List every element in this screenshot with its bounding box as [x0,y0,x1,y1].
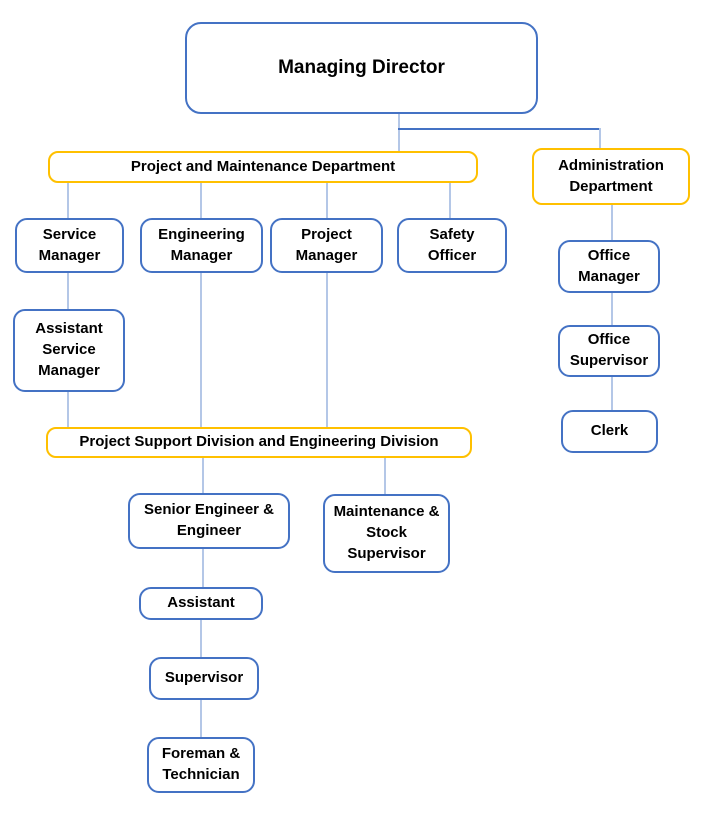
connector-pmd-to-engineering-manager [200,183,202,218]
node-managing-director-label: Managing Director [278,56,445,78]
connector-md-to-project-maintenance [398,113,400,152]
node-foreman-technician [147,737,255,793]
node-project-manager [270,218,383,273]
connector-branch-to-administration [599,128,601,149]
node-senior-engineer-engineer-label: Senior Engineer & Engineer [143,501,275,539]
node-project-maintenance-department-label: Project and Maintenance Department [130,157,396,175]
node-project-support-division [46,427,472,458]
node-assistant-service-manager-label: Assistant Service Manager [35,320,103,379]
node-service-manager [15,218,124,273]
node-office-supervisor-label: Office Supervisor [569,331,649,369]
connector-office-supervisor-to-clerk [611,377,613,410]
connector-project-to-psd [326,273,328,427]
connector-pmd-to-project-manager [326,183,328,218]
node-office-supervisor [558,325,660,377]
node-office-manager [558,240,660,293]
node-foreman-technician-label: Foreman & Technician [161,745,241,783]
node-supervisor-label: Supervisor [164,669,244,687]
node-senior-engineer-engineer [128,493,290,549]
node-office-manager-label: Office Manager [578,246,640,285]
node-project-manager-label: Project Manager [295,225,358,264]
node-service-manager-label: Service Manager [38,225,101,264]
connector-md-branch-horizontal [398,128,601,130]
connector-office-manager-to-office-supervisor [611,293,613,325]
connector-psd-to-maintenance-stock [384,458,386,494]
connector-assistant-service-to-psd [67,392,69,427]
node-assistant [139,587,263,620]
node-assistant-label: Assistant [167,594,235,612]
node-supervisor [149,657,259,700]
node-assistant-service-manager [13,309,125,392]
node-maintenance-stock-supervisor [323,494,450,573]
connector-senior-engineer-to-assistant [202,549,204,587]
node-maintenance-stock-supervisor-label: Maintenance & Stock Supervisor [333,503,440,562]
node-project-maintenance-department [48,151,478,183]
connector-administration-to-office-manager [611,205,613,240]
node-clerk [561,410,658,453]
connector-pmd-to-safety-officer [449,183,451,218]
connector-supervisor-to-foreman [200,700,202,737]
node-administration-department [532,148,690,205]
node-administration-department-label: Administration Department [558,156,664,195]
connector-assistant-to-supervisor [200,620,202,657]
node-engineering-manager-label: Engineering Manager [158,225,245,264]
node-engineering-manager [140,218,263,273]
connector-psd-to-senior-engineer [202,458,204,493]
node-managing-director [185,22,538,114]
node-safety-officer-label: Safety Officer [427,225,477,264]
connector-pmd-to-service-manager [67,183,69,218]
node-clerk-label: Clerk [590,422,629,440]
connector-engineering-to-psd [200,273,202,427]
node-safety-officer [397,218,507,273]
node-project-support-division-label: Project Support Division and Engineering Division [79,433,439,451]
connector-service-to-assistant-service [67,273,69,309]
